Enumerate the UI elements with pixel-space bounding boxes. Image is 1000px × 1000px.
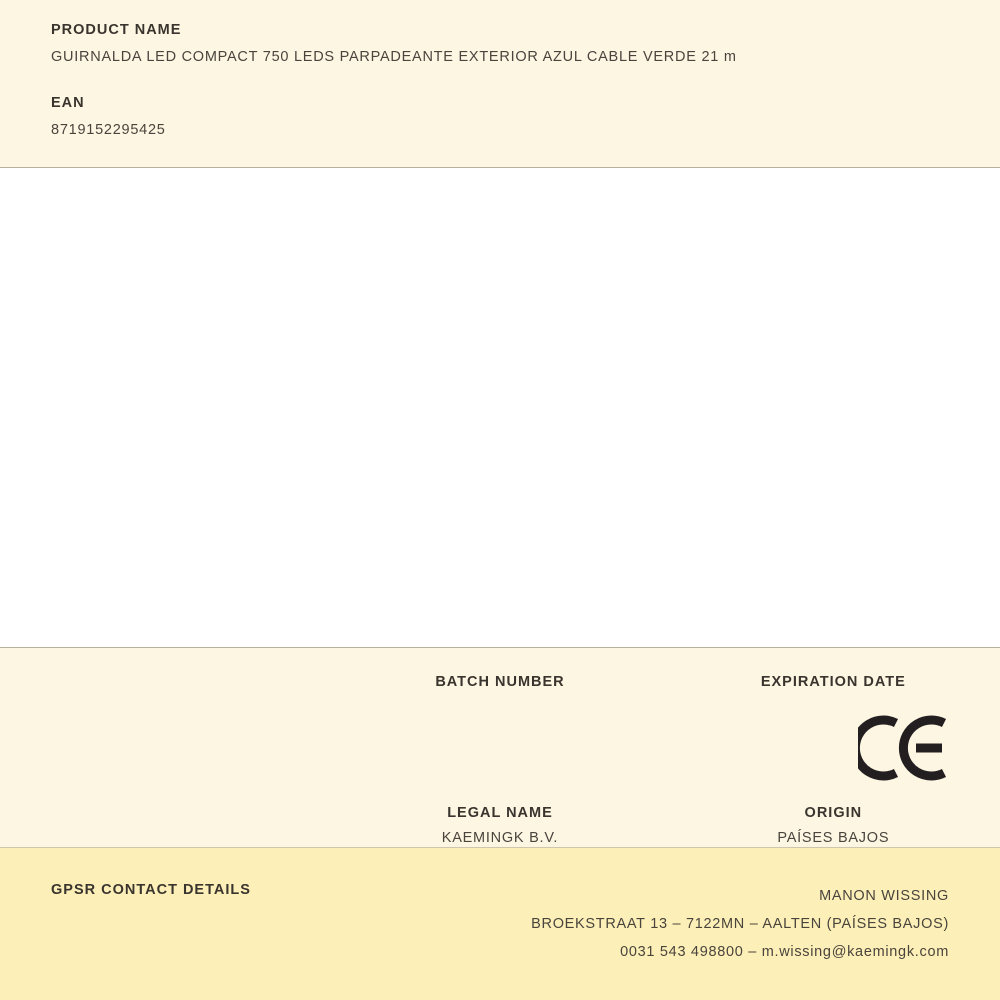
gpsr-contact-details-label: GPSR CONTACT DETAILS <box>51 882 251 898</box>
ean-field <box>0 95 1000 138</box>
ce-marking-icon <box>858 713 948 783</box>
origin-cell <box>667 805 1000 847</box>
spacer-cell <box>0 674 333 716</box>
legal-name-value: KAEMINGK B.V. <box>441 830 559 846</box>
origin-value: PAÍSES BAJOS <box>777 830 890 846</box>
origin-label: ORIGIN <box>804 805 863 821</box>
gpsr-contact-name: MANON WISSING <box>819 888 949 904</box>
product-details-block <box>0 648 1000 848</box>
product-name-label: PRODUCT NAME <box>51 22 182 38</box>
ean-value: 8719152295425 <box>51 122 166 138</box>
batch-number-cell <box>333 674 666 716</box>
batch-number-value <box>343 699 656 716</box>
gpsr-contact-address: BROEKSTRAAT 13 – 7122MN – AALTEN (PAÍSES BAJOS) <box>531 916 949 932</box>
legal-name-label: LEGAL NAME <box>447 805 553 821</box>
product-name-value: GUIRNALDA LED COMPACT 750 LEDS PARPADEANTE EXTERIOR AZUL CABLE VERDE 21 m <box>51 49 737 65</box>
batch-number-label: BATCH NUMBER <box>435 674 565 690</box>
details-row-1 <box>0 648 1000 716</box>
product-name-field <box>0 22 1000 65</box>
ean-label: EAN <box>51 95 85 111</box>
product-info-block <box>0 0 1000 168</box>
legal-name-cell <box>333 805 666 847</box>
gpsr-footer-block <box>0 848 1000 1000</box>
details-row-2 <box>0 779 1000 847</box>
expiration-date-cell <box>667 674 1000 716</box>
gpsr-contact-lines <box>531 882 949 966</box>
product-image-area <box>0 168 1000 648</box>
gpsr-contact-phone-email: 0031 543 498800 – m.wissing@kaemingk.com <box>620 944 949 960</box>
expiration-date-label: EXPIRATION DATE <box>760 674 906 690</box>
spacer-cell-2 <box>0 805 333 847</box>
